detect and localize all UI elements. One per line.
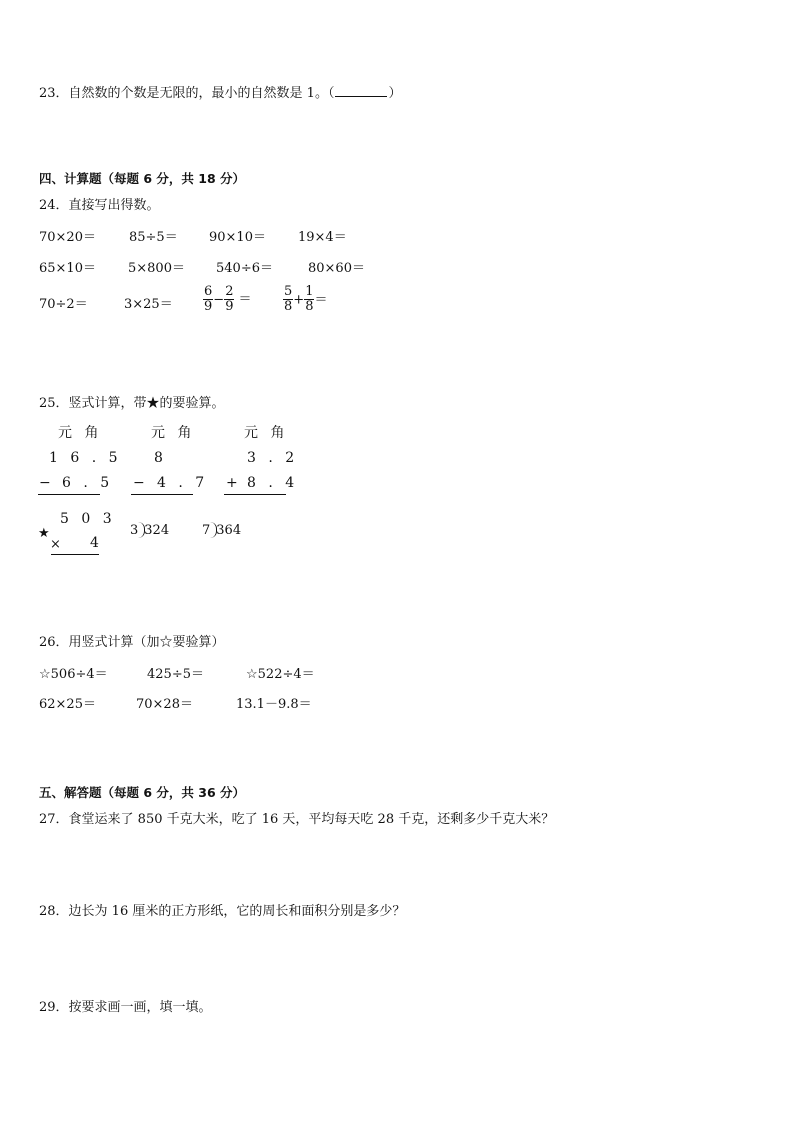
vertical-4-bottom: 4 bbox=[90, 535, 103, 551]
question-25-prompt: 25．竖式计算，带★的要验算。 bbox=[39, 396, 225, 411]
unit-header-3: 元 角 bbox=[244, 425, 289, 441]
vertical-3-op: + bbox=[226, 475, 242, 491]
vertical-1-top: 1 6 . 5 bbox=[49, 450, 122, 466]
question-27: 27．食堂运来了 850 千克大米，吃了 16 天，平均每天吃 28 千克，还剩多少千克大米？ bbox=[39, 812, 555, 827]
q24-r2c2: 5×800＝ bbox=[128, 261, 185, 276]
vertical-3-top: 3 . 2 bbox=[247, 450, 299, 466]
question-23 bbox=[39, 84, 401, 100]
dividend: 324 bbox=[144, 523, 170, 538]
q26-r1c3: ☆522÷4＝ bbox=[246, 667, 315, 682]
q24-r2c1: 65×10＝ bbox=[39, 261, 96, 276]
vertical-1-op: − bbox=[39, 475, 55, 491]
q24-r2c4: 80×60＝ bbox=[308, 261, 365, 276]
q24-fraction-expr-2: $\frac{5}{8}$ + $\frac{1}{8}$ ＝ bbox=[284, 284, 328, 315]
fraction: $\frac{5}{8}$ bbox=[284, 284, 293, 315]
vertical-1-line bbox=[38, 494, 100, 495]
question-29: 29．按要求画一画，填一填。 bbox=[39, 1000, 212, 1015]
vertical-1-bottom: 6 . 5 bbox=[62, 475, 114, 491]
vertical-2-bottom: 4 . 7 bbox=[157, 475, 209, 491]
q24-fraction-expr-1: $\frac{6}{9}$ − $\frac{2}{9}$ ＝ bbox=[204, 284, 252, 315]
question-24-prompt: 24．直接写出得数。 bbox=[39, 198, 160, 213]
vertical-4-top: 5 0 3 bbox=[60, 511, 116, 527]
vertical-4-line bbox=[51, 554, 99, 555]
q26-r1c2: 425÷5＝ bbox=[147, 667, 204, 682]
q24-r1c2: 85÷5＝ bbox=[129, 230, 178, 245]
star-icon: ★ bbox=[38, 526, 50, 541]
unit-header-1: 元 角 bbox=[58, 425, 103, 441]
question-28: 28．边长为 16 厘米的正方形纸，它的周长和面积分别是多少？ bbox=[39, 904, 406, 919]
vertical-2-op: − bbox=[133, 475, 149, 491]
q24-r2c3: 540÷6＝ bbox=[216, 261, 273, 276]
q26-r1c1: ☆506÷4＝ bbox=[39, 667, 108, 682]
q26-r2c1: 62×25＝ bbox=[39, 697, 96, 712]
vertical-2-line bbox=[131, 494, 193, 495]
question-26-prompt: 26．用竖式计算（加☆要验算） bbox=[39, 635, 225, 650]
unit-header-2: 元 角 bbox=[151, 425, 196, 441]
vertical-3-line bbox=[224, 494, 286, 495]
q24-r1c1: 70×20＝ bbox=[39, 230, 96, 245]
dividend: 364 bbox=[216, 523, 242, 538]
q26-r2c2: 70×28＝ bbox=[136, 697, 193, 712]
answer-blank[interactable] bbox=[335, 84, 387, 97]
q24-r1c4: 19×4＝ bbox=[298, 230, 347, 245]
divisor: 7 bbox=[202, 523, 211, 538]
vertical-4-op: × bbox=[50, 537, 61, 552]
long-division-2 bbox=[202, 522, 241, 538]
fraction: $\frac{2}{9}$ bbox=[225, 284, 234, 315]
fraction: $\frac{1}{8}$ bbox=[305, 284, 314, 315]
q24-r3c1: 70÷2＝ bbox=[39, 297, 88, 312]
section-5-title: 五、解答题（每题 6 分，共 36 分） bbox=[39, 785, 246, 800]
vertical-3-bottom: 8 . 4 bbox=[247, 475, 299, 491]
q24-r1c3: 90×10＝ bbox=[209, 230, 266, 245]
question-23-text: 23．自然数的个数是无限的，最小的自然数是 1。（ bbox=[39, 86, 335, 101]
divisor: 3 bbox=[130, 523, 139, 538]
question-23-close: ） bbox=[388, 86, 402, 101]
q24-r3c2: 3×25＝ bbox=[124, 297, 173, 312]
vertical-2-top: 8 bbox=[154, 450, 167, 466]
q26-r2c3: 13.1－9.8＝ bbox=[236, 697, 312, 712]
fraction: $\frac{6}{9}$ bbox=[204, 284, 213, 315]
section-4-title: 四、计算题（每题 6 分，共 18 分） bbox=[39, 171, 246, 186]
long-division-1 bbox=[130, 522, 169, 538]
